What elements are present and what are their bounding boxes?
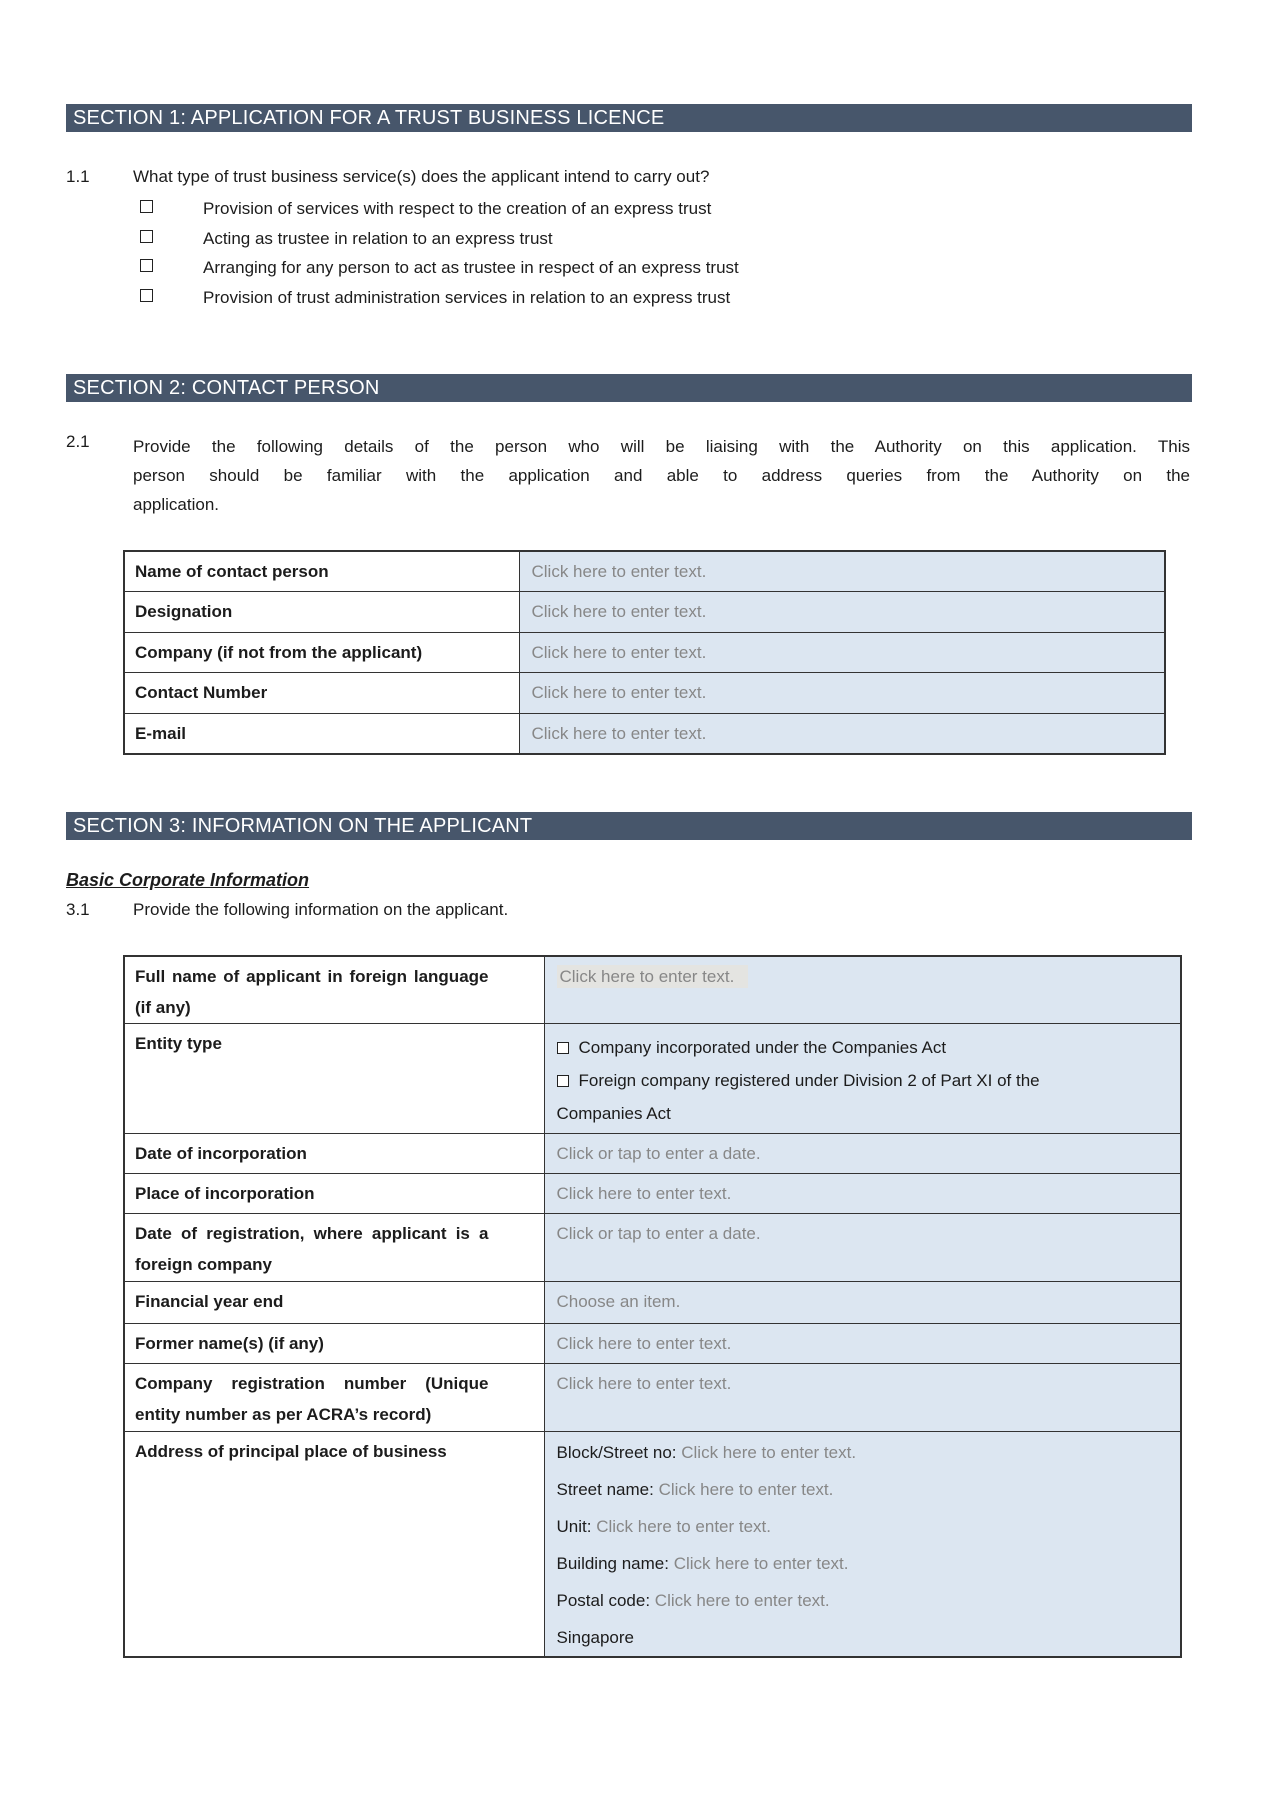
entity-option-label: Company incorporated under the Companies Act (578, 1038, 947, 1057)
financial-year-end-select[interactable]: Choose an item. (556, 1292, 681, 1311)
address-line (557, 1545, 1169, 1582)
table-row (124, 1134, 1181, 1174)
place-of-incorporation-label: Place of incorporation (124, 1174, 544, 1214)
section3-header-bar (66, 812, 1192, 840)
company-input[interactable]: Click here to enter text. (531, 642, 707, 662)
section1-title: SECTION 1: APPLICATION FOR A TRUST BUSINESS LICENCE (73, 107, 665, 129)
contact-name-input[interactable]: Click here to enter text. (531, 562, 707, 581)
section2-title: SECTION 2: CONTACT PERSON (73, 377, 380, 399)
checkbox-arranging-trustee[interactable] (140, 259, 153, 272)
table-row (124, 956, 1181, 1024)
place-of-incorporation-input[interactable]: Click here to enter text. (556, 1184, 732, 1203)
foreign-name-label: Full name of applicant in foreign language (if any) (124, 956, 544, 1024)
foreign-name-input[interactable]: Click here to enter text. (557, 965, 749, 988)
table-row (124, 1174, 1181, 1214)
table-row (124, 713, 1165, 754)
service-option-row (140, 199, 711, 218)
table-row (124, 1324, 1181, 1364)
address-line (557, 1582, 1169, 1619)
table-row (124, 1214, 1181, 1282)
entity-option-foreign-company (557, 1064, 1111, 1097)
instruction-2-1-text: Provide the following details of the person who will be liaising with the Authority on this application. This person should be familiar with the application and able to address queries from the Authority on the application. (133, 437, 1190, 514)
date-of-registration-label: Date of registration, where applicant is a foreign company (124, 1214, 544, 1282)
email-label: E-mail (124, 713, 519, 754)
address-label: Address of principal place of business (124, 1432, 544, 1658)
instruction-2-1 (66, 432, 1192, 519)
service-option-row (140, 288, 730, 307)
section1-header-bar (66, 104, 1192, 132)
checkbox-acting-as-trustee[interactable] (140, 230, 153, 243)
instruction-2-1-number: 2.1 (66, 432, 90, 451)
service-option-label: Acting as trustee in relation to an express trust (203, 229, 553, 248)
entity-option-company (557, 1031, 1111, 1064)
section3-title: SECTION 3: INFORMATION ON THE APPLICANT (73, 815, 533, 837)
date-of-incorporation-label: Date of incorporation (124, 1134, 544, 1174)
financial-year-end-label: Financial year end (124, 1282, 544, 1324)
unit-input[interactable]: Click here to enter text. (596, 1517, 772, 1536)
instruction-3-1 (66, 899, 1190, 921)
table-row (124, 673, 1165, 714)
contact-name-label: Name of contact person (124, 551, 519, 592)
instruction-3-1-text: Provide the following information on the applicant. (133, 900, 509, 919)
service-option-label: Arranging for any person to act as trustee in respect of an express trust (203, 258, 739, 277)
table-row (124, 1282, 1181, 1324)
service-option-label: Provision of trust administration services in relation to an express trust (203, 288, 731, 307)
address-line (557, 1619, 1169, 1656)
table-row (124, 592, 1165, 633)
address-line (557, 1434, 1169, 1471)
service-option-row (140, 258, 739, 277)
section2-header-bar (66, 374, 1192, 402)
checkbox-creation-of-express-trust[interactable] (140, 200, 153, 213)
former-names-input[interactable]: Click here to enter text. (556, 1334, 732, 1353)
street-name-label: Street name: (556, 1480, 654, 1499)
entity-option-label: Foreign company registered under Division 2 of Part XI of the (578, 1071, 1040, 1090)
applicant-info-table (123, 955, 1182, 1658)
basic-corporate-information-heading: Basic Corporate Information (66, 870, 310, 890)
postal-code-input[interactable]: Click here to enter text. (654, 1591, 830, 1610)
building-name-input[interactable]: Click here to enter text. (673, 1554, 849, 1573)
table-row (124, 551, 1165, 592)
service-option-label: Provision of services with respect to the creation of an express trust (203, 199, 712, 218)
postal-code-label: Postal code: (556, 1591, 651, 1610)
address-line (557, 1508, 1169, 1545)
address-line (557, 1471, 1169, 1508)
service-option-row (140, 229, 553, 248)
entity-type-label: Entity type (124, 1024, 544, 1134)
email-input[interactable]: Click here to enter text. (531, 723, 707, 743)
table-row (124, 1024, 1181, 1134)
entity-type-checkbox-foreign-company[interactable] (557, 1075, 569, 1087)
building-name-label: Building name: (556, 1554, 669, 1573)
contact-number-label: Contact Number (124, 673, 519, 714)
unit-label: Unit: (556, 1517, 592, 1536)
question-1-1 (66, 166, 1190, 188)
table-row (124, 1432, 1181, 1658)
question-1-1-text: What type of trust business service(s) does the applicant intend to carry out? (133, 167, 710, 186)
former-names-label: Former name(s) (if any) (124, 1324, 544, 1364)
contact-person-table (123, 550, 1166, 755)
table-row (124, 1364, 1181, 1432)
company-registration-number-label: Company registration number (Unique entity number as per ACRA’s record) (124, 1364, 544, 1432)
question-1-1-number: 1.1 (66, 167, 90, 186)
date-of-registration-input[interactable]: Click or tap to enter a date. (556, 1224, 761, 1243)
block-street-no-label: Block/Street no: (556, 1443, 677, 1462)
entity-option-label-continued: Companies Act (556, 1104, 671, 1123)
designation-input[interactable]: Click here to enter text. (531, 602, 707, 622)
block-street-no-input[interactable]: Click here to enter text. (681, 1443, 857, 1462)
street-name-input[interactable]: Click here to enter text. (658, 1480, 834, 1499)
instruction-3-1-number: 3.1 (66, 900, 90, 919)
entity-type-checkbox-company[interactable] (557, 1042, 569, 1054)
designation-label: Designation (124, 592, 519, 633)
date-of-incorporation-input[interactable]: Click or tap to enter a date. (556, 1144, 761, 1163)
company-registration-number-input[interactable]: Click here to enter text. (556, 1374, 732, 1393)
company-label: Company (if not from the applicant) (124, 632, 519, 673)
contact-number-input[interactable]: Click here to enter text. (531, 683, 707, 703)
checkbox-trust-administration[interactable] (140, 289, 153, 302)
singapore-label: Singapore (556, 1628, 635, 1647)
table-row (124, 632, 1165, 673)
